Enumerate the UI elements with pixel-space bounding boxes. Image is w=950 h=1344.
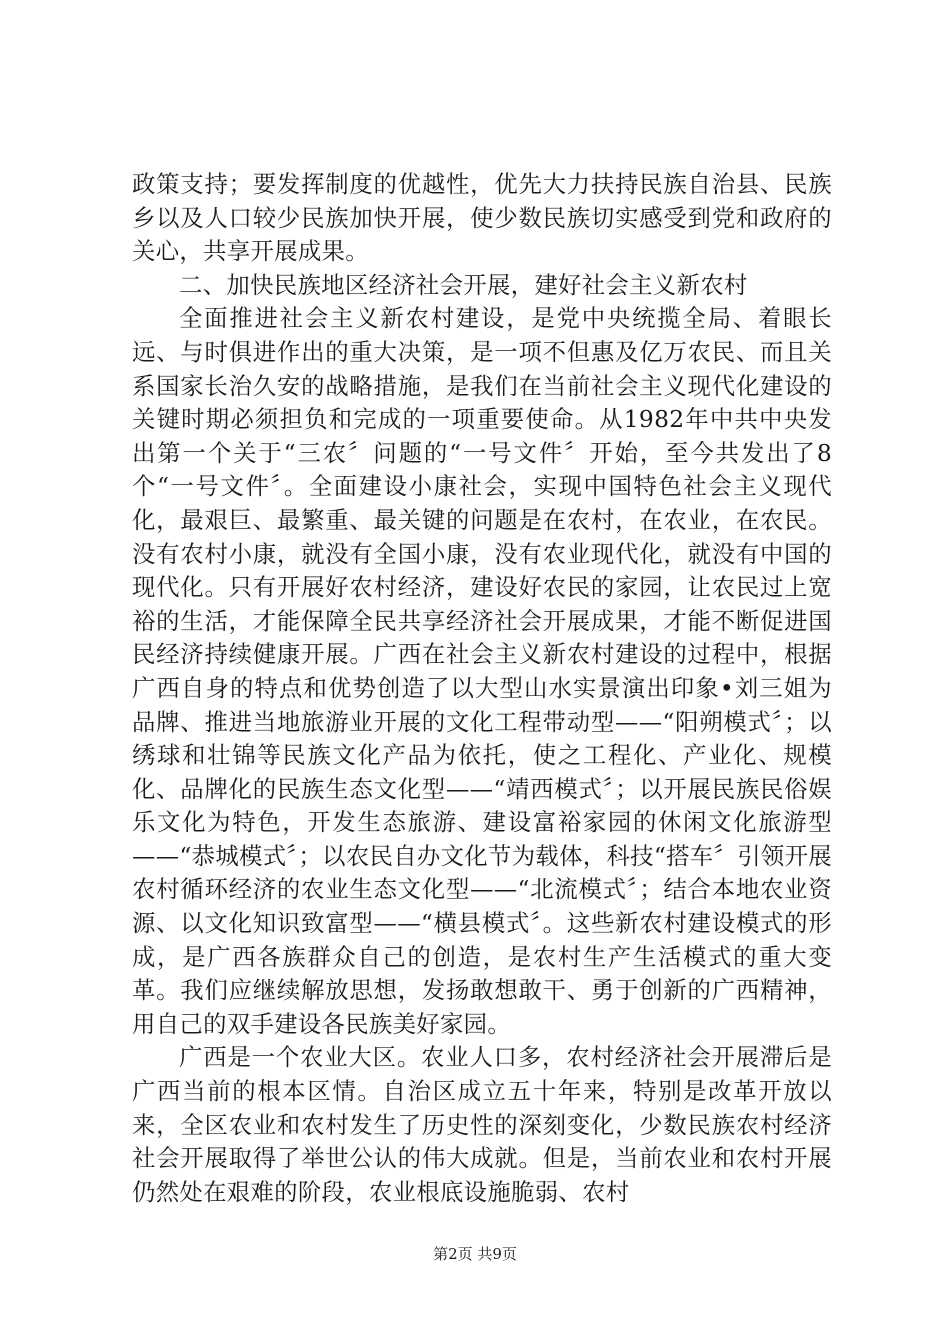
page-number-footer: 第2页 共9页 [433, 1245, 517, 1263]
section-heading: 二、加快民族地区经济社会开展，建好社会主义新农村 [179, 270, 748, 299]
paragraph-new-countryside: 全面推进社会主义新农村建设，是党中央统揽全局、着眼长远、与时俱进作出的重大决策，是一项不但惠及亿万农民、而且关系国家长治久安的战略措施，是我们在当前社会主义现代化建设的关键时期必须担负和完成的一项重要使命。从1982年中共中央发出第一个关于“三农〞问题的“一号文件〞开始，至今共发出了8个“一号文件〞。全面建设小康社会，实现中国特色社会主义现代化，最艰巨、最繁重、最关键的问题是在农村，在农业，在农民。没有农村小康，就没有全国小康，没有农业现代化，就没有中国的现代化。只有开展好农村经济，建设好农民的家园，让农民过上宽裕的生活，才能保障全民共享经济社会开展成果，才能不断促进国民经济持续健康开展。广西在社会主义新农村建设的过程中，根据广西自身的特点和优势创造了以大型山水实景演出印象•刘三姐为品牌、推进当地旅游业开展的文化工程带动型——“阳朔模式〞；以绣球和壮锦等民族文化产品为依托，使之工程化、产业化、规模化、品牌化的民族生态文化型——“靖西模式〞；以开展民族民俗娱乐文化为特色，开发生态旅游、建设富裕家园的休闲文化旅游型——“恭城模式〞；以农民自办文化节为载体，科技“搭车〞引领开展农村循环经济的农业生态文化型——“北流模式〞；结合本地农业资源、以文化知识致富型——“横县模式〞。这些新农村建设模式的形成，是广西各族群众自己的创造，是农村生产生活模式的重大变革。我们应继续解放思想，发扬敢想敢干、勇于创新的广西精神，用自己的双手建设各民族美好家园。 [132, 304, 832, 1038]
paragraph-guangxi-agriculture: 广西是一个农业大区。农业人口多，农村经济社会开展滞后是广西当前的根本区情。自治区成立五十年来，特别是改革开放以来，全区农业和农村发生了历史性的深刻变化，少数民族农村经济社会开展取得了举世公认的伟大成就。但是，当前农业和农村开展仍然处在艰难的阶段，农业根底设施脆弱、农村 [132, 1043, 832, 1206]
document-body [132, 168, 832, 1209]
paragraph-policy-support: 政策支持；要发挥制度的优越性，优先大力扶持民族自治县、民族乡以及人口较少民族加快开展，使少数民族切实感受到党和政府的关心，共享开展成果。 [132, 170, 832, 266]
